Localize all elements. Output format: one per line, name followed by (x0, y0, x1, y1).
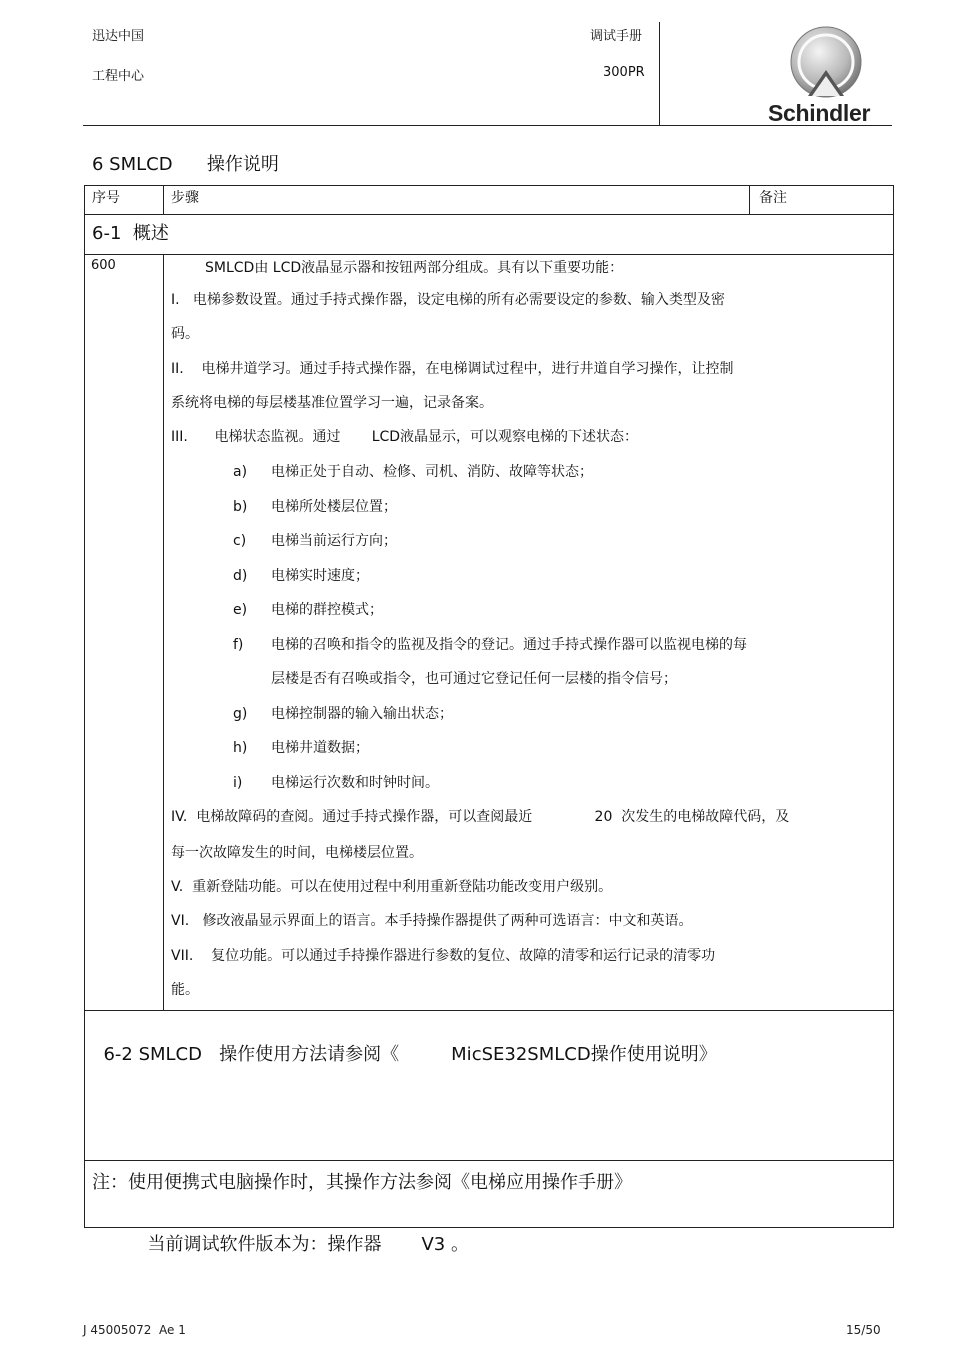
monitor-item-label: h) (233, 740, 248, 756)
col-divider-header (163, 185, 164, 214)
sub1-row-border (84, 254, 894, 255)
note-line2 (136, 1209, 469, 1256)
monitor-item-text: 电梯当前运行方向； (271, 533, 397, 549)
item4-line2: 每一次故障发生的时间，电梯楼层位置。 (171, 845, 423, 861)
monitor-item-label: c) (233, 533, 247, 549)
content-row-border (84, 1010, 894, 1011)
item1-line1: I. 电梯参数设置。通过手持式操作器，设定电梯的所有必需要设定的参数、输入类型及密 (171, 292, 725, 308)
monitor-item-label: f) (233, 637, 244, 653)
department-name: 工程中心 (92, 69, 145, 84)
monitor-item-text: 电梯所处楼层位置； (271, 499, 397, 515)
usage-manual-name: MicSE32SMLCD (451, 1044, 591, 1065)
item6-text: VI. 修改液晶显示界面上的语言。本手持操作器提供了两种可选语言：中文和英语。 (171, 913, 693, 929)
item7-line2: 能。 (171, 982, 199, 998)
item2-line1: II. 电梯井道学习。通过手持式操作器，在电梯调试过程中，进行井道自学习操作，让控制 (171, 361, 734, 377)
table-right-border (893, 185, 894, 1228)
item5-text: V. 重新登陆功能。可以在使用过程中利用重新登陆功能改变用户级别。 (171, 879, 613, 895)
monitor-item-text: 电梯井道数据； (271, 740, 369, 756)
monitor-item-text: 电梯实时速度； (271, 568, 369, 584)
monitor-item-text: 电梯运行次数和时钟时间。 (271, 775, 439, 791)
company-name: 迅达中国 (92, 29, 145, 44)
intro-text: SMLCD由 LCD液晶显示器和按钮两部分组成。具有以下重要功能： (205, 260, 624, 276)
header-divider (659, 22, 660, 126)
item3-line1: III. 电梯状态监视。通过 LCD液晶显示，可以观察电梯的下述状态： (171, 429, 639, 445)
table-top-border (84, 185, 894, 186)
col-header-seq: 序号 (92, 190, 120, 206)
row-seq-number: 600 (91, 258, 116, 273)
monitor-item-text: 电梯正处于自动、检修、司机、消防、故障等状态； (271, 464, 593, 480)
usage-title-suffix: 操作使用说明》 (590, 1044, 717, 1065)
schindler-logo (760, 22, 894, 128)
version-label: 当前调试软件版本为：操作器 (147, 1234, 382, 1255)
monitor-item-text-cont: 层楼是否有召唤或指令，也可通过它登记任何一层楼的指令信号； (271, 671, 677, 687)
document-type: 调试手册 (590, 29, 643, 44)
monitor-item-label: g) (233, 706, 248, 722)
monitor-item-text: 电梯的召唤和指令的监视及指令的登记。通过手持式操作器可以监视电梯的每 (271, 637, 747, 653)
monitor-item-label: b) (233, 499, 248, 515)
item7-line1: VII. 复位功能。可以通过手持操作器进行参数的复位、故障的清零和运行记录的清零功 (171, 948, 716, 964)
page-number: 15/50 (846, 1323, 881, 1337)
monitor-item-label: i) (233, 775, 243, 791)
note-line1: 注：使用便携式电脑操作时，其操作方法参阅《电梯应用操作手册》 (92, 1172, 632, 1193)
monitor-item-label: a) (233, 464, 248, 480)
subsection-title-overview: 6-1 概述 (92, 223, 169, 244)
logo-wordmark: Schindler (768, 100, 871, 126)
header-row-border (84, 214, 894, 215)
subsection-title-usage (92, 1019, 717, 1066)
col-divider-note (749, 185, 750, 214)
model-number: 300PR (603, 65, 645, 80)
item4-line1: IV. 电梯故障码的查阅。通过手持式操作器，可以查阅最近 20 次发生的电梯故障代码，及 (171, 809, 790, 825)
usage-title-prefix: 6-2 SMLCD 操作使用方法请参阅《 (103, 1044, 400, 1065)
col-header-step: 步骤 (171, 190, 199, 206)
document-number: J 45005072 Ae 1 (83, 1323, 186, 1337)
table-left-border (84, 185, 85, 1228)
section-title: 6 SMLCD 操作说明 (92, 154, 279, 175)
monitor-item-text: 电梯的群控模式； (271, 602, 383, 618)
sub2-row-border (84, 1160, 894, 1161)
schindler-logo-icon (760, 22, 894, 102)
col-header-note: 备注 (759, 190, 787, 206)
version-value: V3 。 (421, 1234, 469, 1255)
monitor-item-text: 电梯控制器的输入输出状态； (271, 706, 453, 722)
monitor-item-label: d) (233, 568, 248, 584)
item2-line2: 系统将电梯的每层楼基准位置学习一遍，记录备案。 (171, 395, 493, 411)
monitor-item-label: e) (233, 602, 248, 618)
item1-line2: 码。 (171, 326, 199, 342)
col-divider-content (163, 254, 164, 1010)
